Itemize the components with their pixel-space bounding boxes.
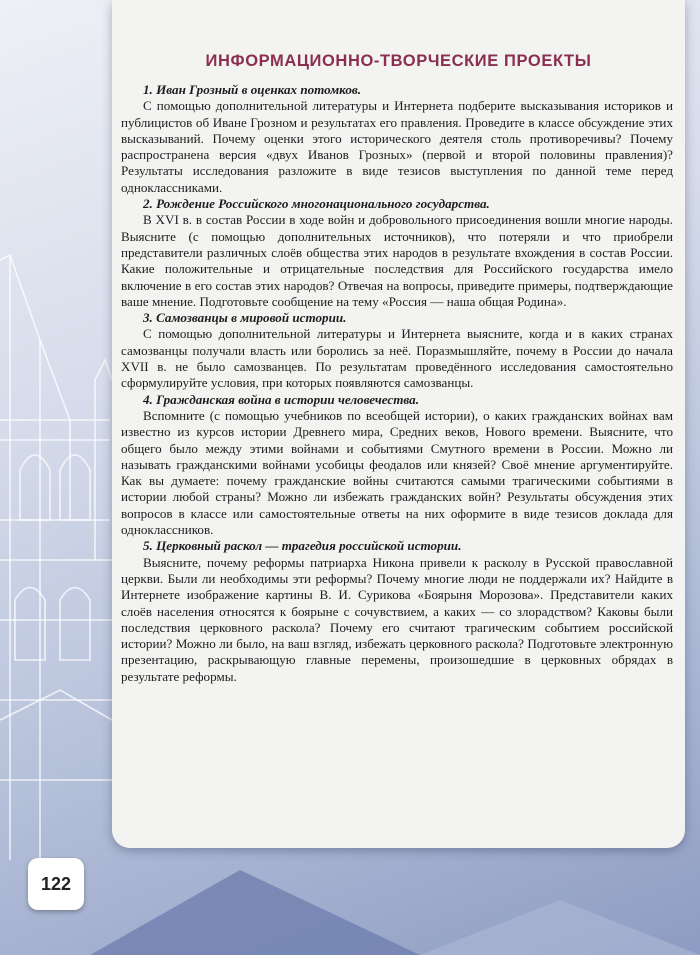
section-5-heading: 5. Церковный раскол — трагедия российской истории. bbox=[143, 538, 462, 554]
text-card bbox=[112, 0, 685, 848]
page-number: 122 bbox=[28, 858, 84, 910]
section-5-text: Выясните, почему реформы патриарха Никона привели к расколу в Русской православной церкви. Были ли необходимы эти реформы? Почему многие люди не поддержали их? Найдите в Интернете изображение картины В. И. Сурикова «Боярыня Морозова». Представители каких слоёв населения относятся к боярыне с сочувствием, а каких — со злорадством? Каковы были последствия церковного раскола? Почему его считают трагическим событием российской истории? Можно ли было, на ваш взгляд, избежать церковного раскола? Подготовьте электронную презентацию, раскрывающую главные перемены, произошедшие в церковных обрядах в результате реформы. bbox=[121, 554, 673, 684]
section-3-heading: 3. Самозванцы в мировой истории. bbox=[143, 310, 347, 326]
project-list bbox=[121, 82, 673, 685]
section-1-heading: 1. Иван Грозный в оценках потомков. bbox=[143, 82, 361, 97]
section-4-text: Вспомните (с помощью учебников по всеобщей истории), о каких гражданских войнах вам известно из курсов истории Древнего мира, Средних веков, Нового времени. Выясните, что общего было между этими войнами и событиями Смутного времени в России. Можно ли называть гражданскими войнами усобицы феодалов или князей? Своё мнение аргументируйте. Как вы думаете: почему гражданские войны считаются самыми трагическими событиями в истории любой страны? Можно ли избежать гражданских войн? Результаты обсуждения этих вопросов в классе или самостоятельные ответы на них оформите в виде тезисов доклада для одноклассников. bbox=[121, 407, 673, 538]
page-title: ИНФОРМАЦИОННО-ТВОРЧЕСКИЕ ПРОЕКТЫ bbox=[205, 52, 592, 70]
section-2-text: В XVI в. в состав России в ходе войн и добровольного присоединения вошли многие народы. Выясните (с помощью дополнительных источников), что потеряли и что приобрели представители различных слоёв общества этих народов в результате вхождения в состав России. Какие положительные и отрицательные последствия для Российского государства имело включение в его состав этих народов? Отвечая на вопросы, приведите примеры, подтверждающие ваше мнение. Подготовьте сообщение на тему «Россия — наша общая Родина». bbox=[121, 212, 673, 309]
section-4-heading: 4. Гражданская война в истории человечества. bbox=[143, 391, 419, 407]
section-1-text: С помощью дополнительной литературы и Интернета подберите высказывания историков и публицистов об Иване Грозном и результатах его правления. Проведите в классе обсуждение этих высказываний. Почему оценки этого исторического деятеля столь противоречивы? Почему распространена версия «двух Иванов Грозных» (первой и второй половины правления)? Результаты исследования разложите в виде тезисов выступления по данной теме перед одноклассниками. bbox=[121, 98, 673, 195]
section-3-text: С помощью дополнительной литературы и Интернета выясните, когда и в каких странах самозванцы получали власть или боролись за неё. Поразмышляйте, почему в России до начала XVII в. не было самозванцев. По результатам проведённого исследования самостоятельно сформулируйте условия, при которых появляются самозванцы. bbox=[121, 326, 673, 391]
section-2-heading: 2. Рождение Российского многонационального государства. bbox=[143, 196, 490, 212]
